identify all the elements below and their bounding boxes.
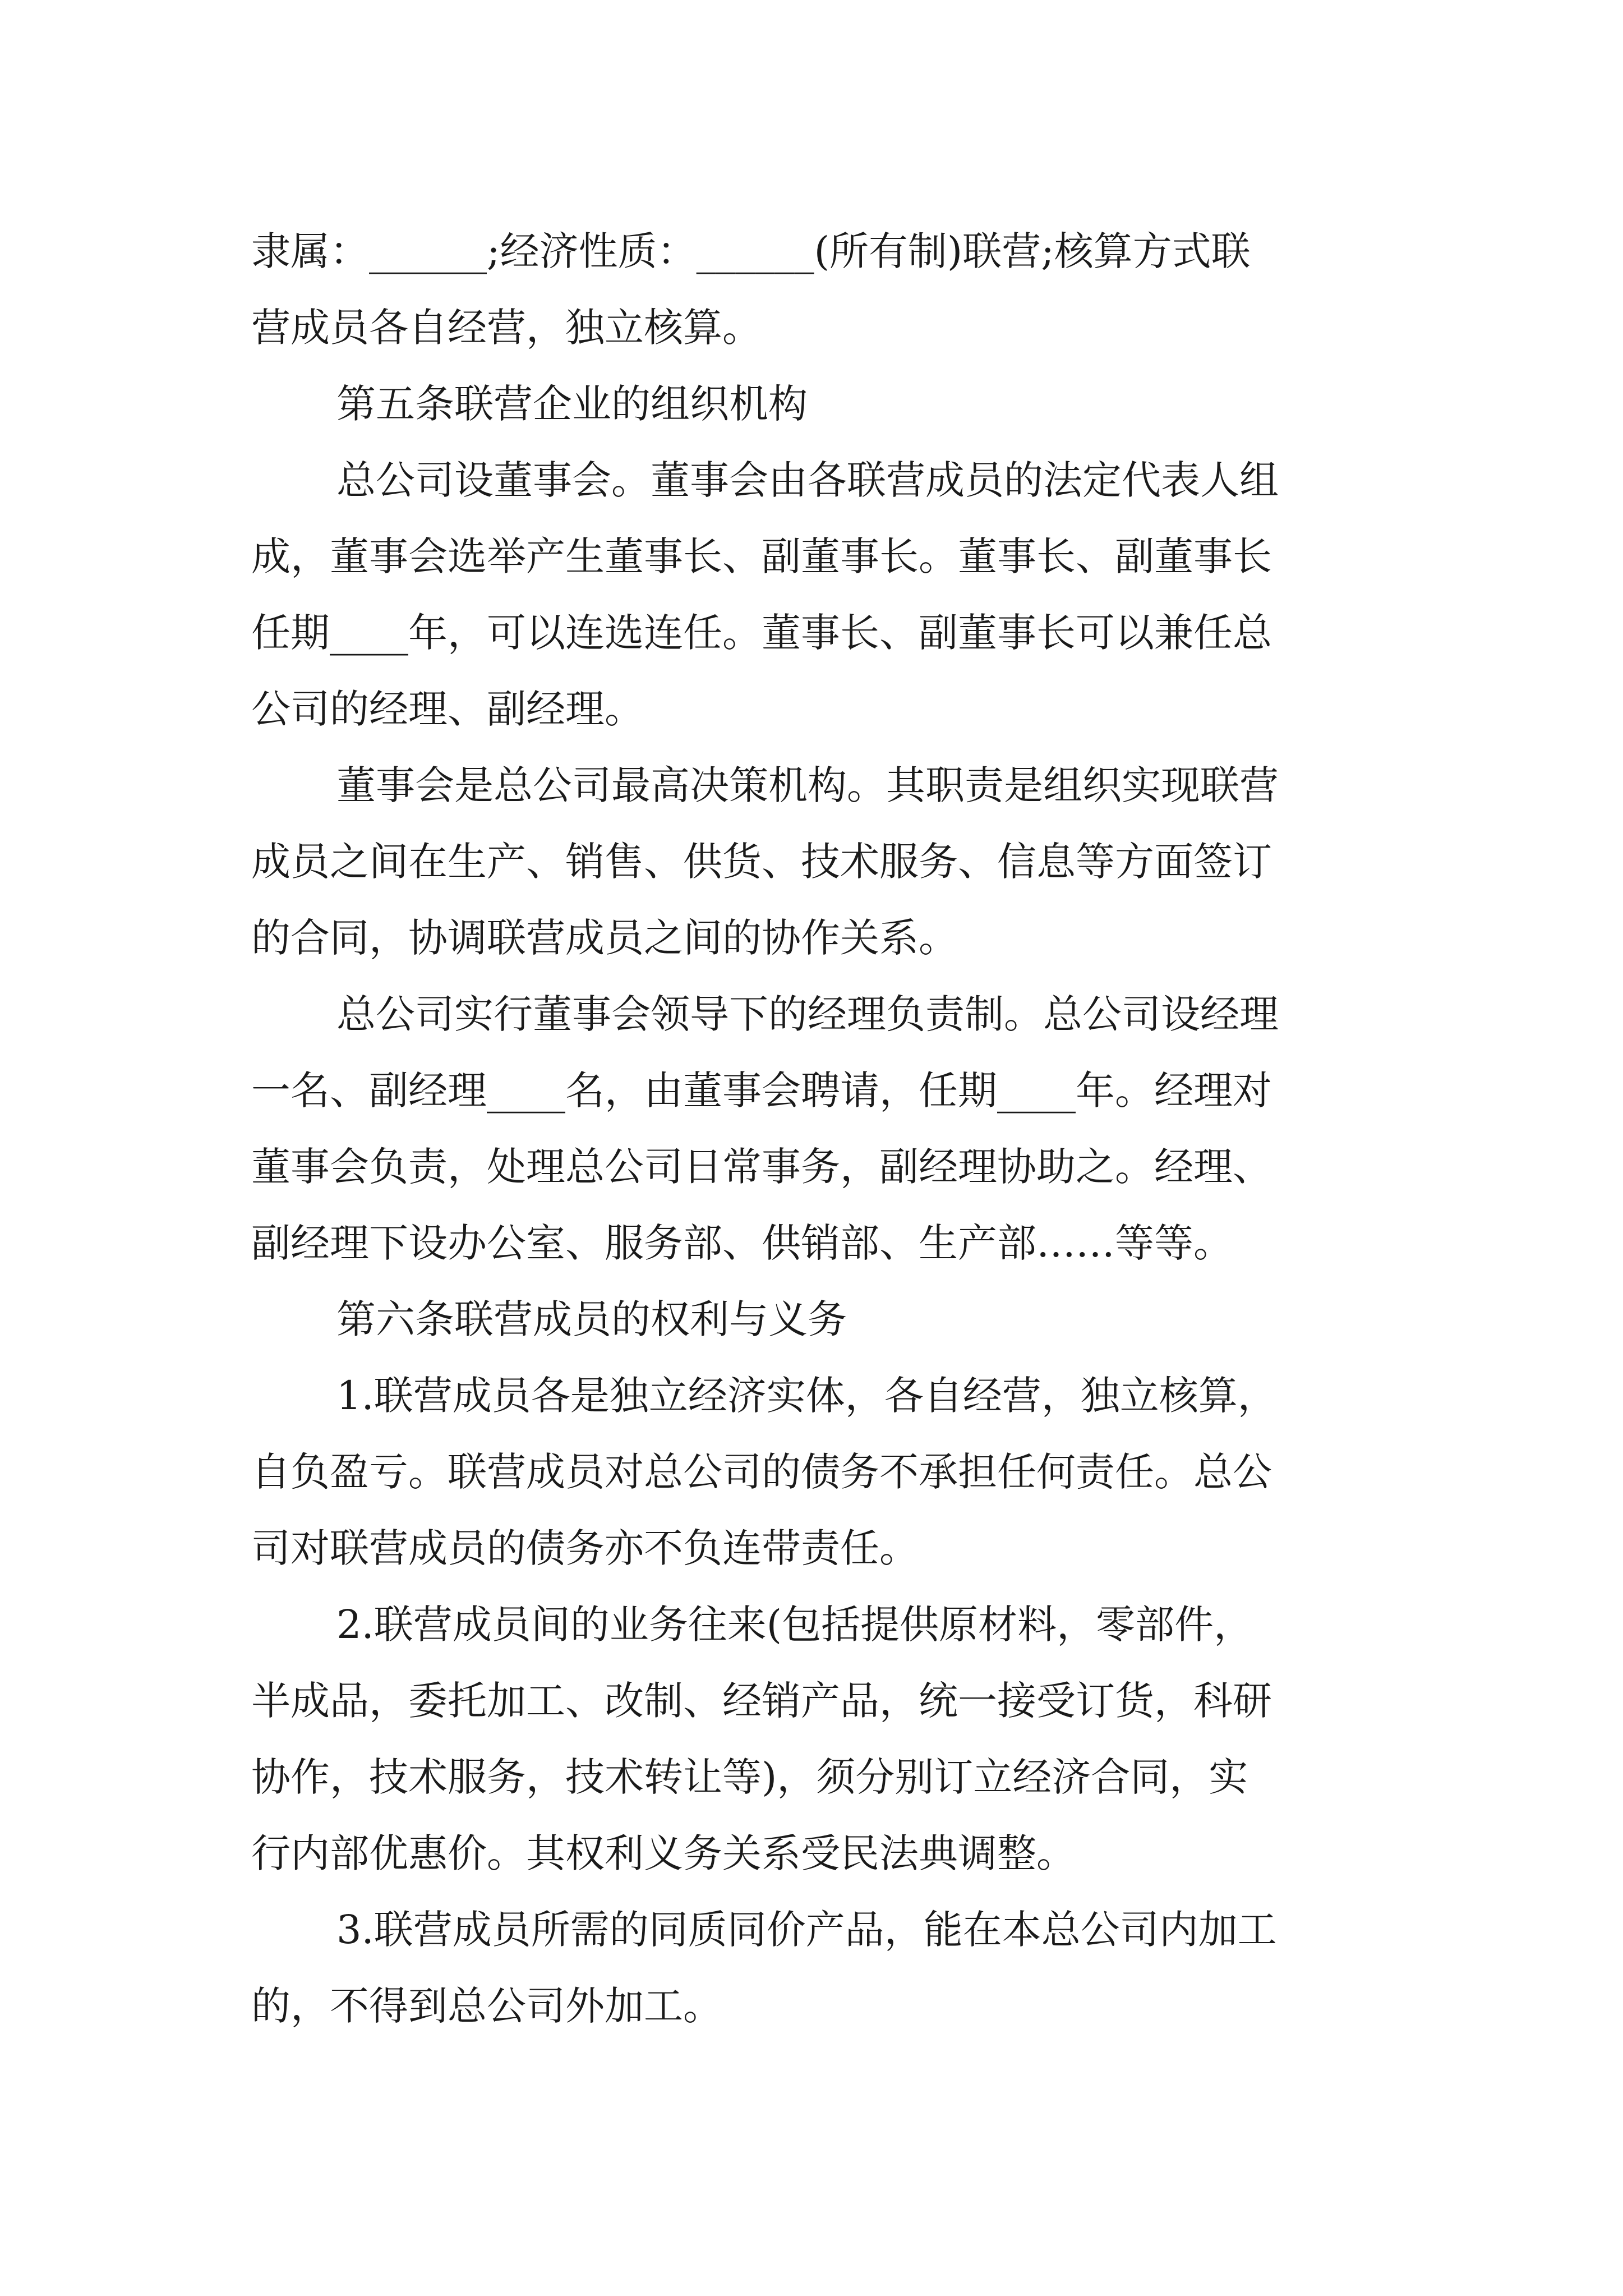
text-line: 营成员各自经营，独立核算。 [251,305,762,351]
text-line: 协作，技术服务，技术转让等)，须分别订立经济合同，实 [251,1754,1248,1800]
text-line: 总公司设董事会。董事会由各联营成员的法定代表人组 [336,457,1279,503]
text-line: 的合同，协调联营成员之间的协作关系。 [251,915,958,961]
text-line: 隶属：______;经济性质：______(所有制)联营;核算方式联 [251,228,1251,274]
text-line: 总公司实行董事会领导下的经理负责制。总公司设经理 [336,991,1279,1037]
article-heading: 第五条联营企业的组织机构 [336,381,808,427]
text-line: 的，不得到总公司外加工。 [251,1983,722,2029]
article-heading: 第六条联营成员的权利与义务 [336,1296,847,1342]
text-line: 司对联营成员的债务亦不负连带责任。 [251,1525,919,1571]
text-line: 成，董事会选举产生董事长、副董事长。董事长、副董事长 [251,533,1272,579]
text-line: 行内部优惠价。其权利义务关系受民法典调整。 [251,1830,1076,1876]
text-line: 公司的经理、副经理。 [251,686,644,732]
text-line: 2.联营成员间的业务往来(包括提供原材料，零部件， [336,1602,1253,1648]
text-line: 3.联营成员所需的同质同价产品，能在本总公司内加工 [336,1907,1277,1953]
text-line: 副经理下设办公室、服务部、供销部、生产部……等等。 [251,1220,1233,1266]
text-line: 1.联营成员各是独立经济实体，各自经营，独立核算， [336,1373,1277,1419]
text-line: 一名、副经理____名，由董事会聘请，任期____年。经理对 [251,1068,1272,1114]
text-line: 董事会是总公司最高决策机构。其职责是组织实现联营 [336,762,1279,808]
text-line: 成员之间在生产、销售、供货、技术服务、信息等方面签订 [251,839,1272,885]
text-line: 任期____年，可以连选连任。董事长、副董事长可以兼任总 [251,610,1272,656]
text-line: 自负盈亏。联营成员对总公司的债务不承担任何责任。总公 [251,1449,1272,1495]
text-line: 董事会负责，处理总公司日常事务，副经理协助之。经理、 [251,1144,1272,1190]
text-line: 半成品，委托加工、改制、经销产品，统一接受订货，科研 [251,1678,1272,1724]
